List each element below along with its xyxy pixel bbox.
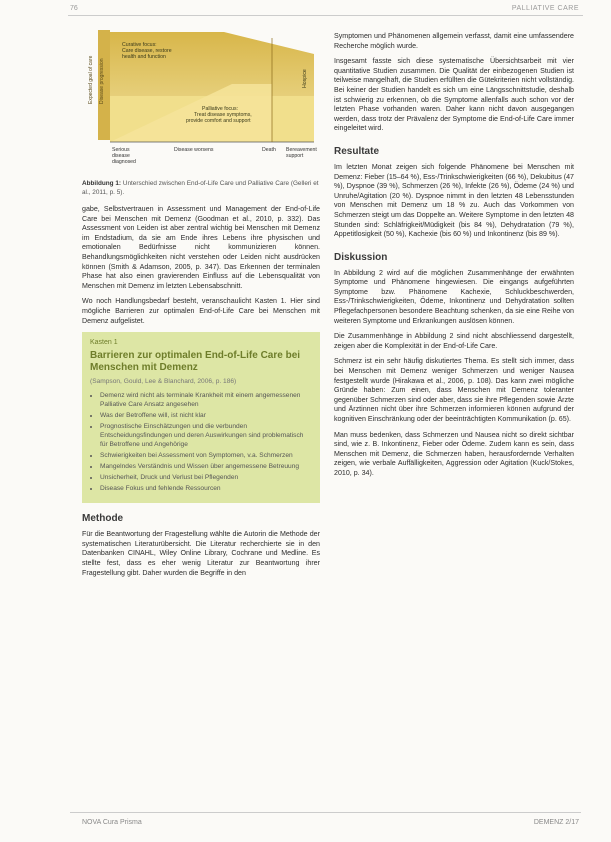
right-column (334, 32, 574, 485)
diskussion-paragraph-4: Man muss bedenken, dass Schmerzen und Nausea nicht so direkt sichtbar sind, wie z. B. Inkontinenz, Fieber oder Ödeme. Zudem kann es sein, dass Menschen mit Demenz, die Schmerzen haben, herausfordernde Verhalten zeigen, wie verbale Auffälligkeiten, Aggression oder Agitation (Kuck/Stokes, 2010, p. 34). (334, 430, 574, 477)
footer-right: DEMENZ 2/17 (533, 819, 579, 826)
footer-left: NOVA Cura Prisma (82, 819, 142, 826)
diskussion-paragraph-2: Die Zusammenhänge in Abbildung 2 sind nicht abschliessend dargestellt, zeigen aber die Komplexität in der End-of-Life Care. (334, 332, 574, 350)
x-label-bereavement-l2: support (286, 153, 304, 159)
care-diagram (82, 24, 320, 174)
figure-caption (82, 180, 320, 197)
resultate-text: Im letzten Monat zeigen sich folgende Phänomene bei Menschen mit Demenz: Fieber (15–64 %), Ess-/Trinkschwierigkeiten (66 %), Dekubitus (47 %), Dyspnoe (39 %), Schmerzen (26 %), Infekte (26 %), Ödeme (24 %) und Unruhe/Agitation (20 %). Dyspnoe nimmt in den letzten 48 Lebensstunden von Menschen mit Demenz um 18 % zu. Auch das Vorkommen von Schmerzen steigt um das Doppelte an. Weitere Symptome in den letzten 48 Stunden sind: Schläfrigkeit/Müdigkeit (bis 84 %), Dehydratation (79 %), Appetitlosigkeit (50 %), Kachexie (bis 60 %) und Inkontinenz (bis 89 %). (334, 162, 574, 239)
x-label-diagnosed-l2: disease (112, 153, 130, 159)
box-item: • Was der Betroffene will, ist nicht klar (100, 411, 312, 420)
curative-label-l1: Curative focus: (122, 42, 157, 48)
left-paragraph-2: Wo noch Handlungsbedarf besteht, veranschaulicht Kasten 1. Hier sind mögliche Barrieren zur optimalen End-of-Life Care bei Menschen mit Demenz aufgelistet. (82, 297, 320, 325)
diskussion-paragraph-1: In Abbildung 2 wird auf die möglichen Zusammenhänge der erwähnten Symptome und Phänomene hingewiesen. Die eingangs aufgeführten Symptome bzw. Phänomene Kachexie, Schluckbeschwerden, Ess-/Trinkschwierigkeiten, Ödeme, Inkontinenz und Dehydratation sollten Pflegefachpersonen besondere Beachtung schenken, da sie eine Reihe von weiteren Symptome und Erkrankungen auslösen können. (334, 268, 574, 325)
figure-1 (82, 24, 320, 174)
box-label: Kasten 1 (90, 339, 118, 347)
palliative-label-l2: Treat disease symptoms, (194, 112, 252, 118)
x-label-diagnosed-l3: diagnosed (112, 159, 136, 165)
box-list (90, 391, 312, 493)
y-axis-label-1: Disease progression (99, 58, 105, 104)
curative-label-l2: Care disease, restore (122, 48, 172, 54)
x-label-bereavement-l1: Bereavement (286, 147, 317, 153)
box-item: • Prognostische Einschätzungen und die verbunden Entscheidungsfindungen und deren Auswirkungen sind problematisch für Betroffene und Angehörige (100, 422, 312, 449)
left-column (82, 24, 320, 584)
methode-heading: Methode (82, 513, 124, 525)
hospice-label: Hospice (302, 69, 308, 88)
methode-text: Für die Beantwortung der Fragestellung wählte die Autorin die Methode der systematischen Literaturübersicht. Die Literatur recherchierte sie in den Datenbanken CINAHL, Wiley Online Library, Cochrane und Medline. Es stellte fest, dass es eher wenig Literatur zur Beantwortung ihrer Fragestellung gibt. Daher wurden die Begriffe in den (82, 530, 320, 577)
figure-caption-label: Abbildung 1: (82, 180, 122, 187)
info-box (82, 332, 320, 503)
palliative-label-l3: provide comfort and support (186, 118, 251, 124)
box-item: • Demenz wird nicht als terminale Krankheit mit einem angemessenen Palliative Care Ansatz angesehen (100, 391, 312, 409)
box-source: (Sampson, Gould, Lee & Blanchard, 2006, p. 186) (90, 378, 237, 386)
box-item: • Mangelndes Verständnis und Wissen über angemessene Betreuung (100, 462, 312, 471)
diskussion-heading: Diskussion (334, 251, 388, 263)
box-item: • Disease Fokus und fehlende Ressourcen (100, 484, 312, 493)
x-label-diagnosed-l1: Serious (112, 147, 130, 153)
header-rule (68, 15, 583, 16)
resultate-heading: Resultate (334, 145, 380, 157)
right-paragraph-2: Insgesamt fasste sich diese systematische Übersichtsarbeit mit vier quantitative Studien zusammen. Die Qualität der einbezogenen Studien ist teilweise mangelhaft, die Studien erfüllten die Gütekriterien nicht vollständig. Bei keiner der Studien handelt es sich um eine Längsschnittstudie, deshalb ist schwierig zu erkennen, ob die Symptome allenfalls auch schon vor der letzten Phase vorhanden waren. Daher kann nicht davon ausgegangen werden, dass trotz der Prävalenz der Symptome die End-of-Life Care immer eingeleitet wird. (334, 57, 574, 133)
right-paragraph-1: Symptomen und Phänomenen allgemein verfasst, damit eine umfassendere Recherche möglich wurde. (334, 32, 574, 50)
x-label-bereavement (286, 147, 318, 159)
box-title: Barrieren zur optimalen End-of-Life Care bei Menschen mit Demenz (90, 350, 301, 374)
y-axis-label-2: Expected goal of care (88, 55, 94, 104)
palliative-label-l1: Palliative focus: (202, 106, 239, 112)
figure-caption-text: Unterschied zwischen End-of-Life Care und Palliative Care (Gelleri et al., 2011, p. 5). (82, 180, 319, 196)
box-item: • Schwierigkeiten bei Assessment von Symptomen, v.a. Schmerzen (100, 451, 312, 460)
section-title: PALLIATIVE CARE (511, 5, 579, 12)
left-paragraph-1: gabe, Selbstvertrauen in Assessment und Management der End-of-Life Care bei Menschen mit Demenz (Goodman et al., 2010, p. 332). Das Assessment von Leiden ist aber zentral wichtig bei Menschen mit Demenz im Endstadium, da sie am Ende ihres Lebens ihre physischen und emotionalen Bedürfnisse nicht kommunizieren können. Behandlungsmöglichkeiten nicht verstehen oder Leiden nicht ausdrücken können (Smith & Adamson, 2005, p. 347). Das Erkennen der terminalen Phase hat also einen gravierenden Einfluss auf die Lebensqualität von Menschen mit Demenz im letzten Lebensabschnitt. (82, 205, 320, 290)
diskussion-paragraph-3: Schmerz ist ein sehr häufig diskutiertes Thema. Es stellt sich immer, dass bei Menschen mit Demenz weniger Schmerzen und weniger Nausea festgestellt wurde (Hirakawa et al., 2006, p. 108). Das kann zwei mögliche Gründe haben: Zum einen, dass Menschen mit Demenz toleranter gegenüber Schmerzen sind oder aber, dass sie ihre Pflegenden sowie Ärzte und Ärztinnen nicht über ihre Schmerzen informieren können aufgrund der kognitiven Einschränkung oder der beeinträchtigten Kommunikation (p. 65). (334, 357, 574, 423)
page-number: 76 (70, 5, 78, 12)
page-header (0, 0, 611, 18)
curative-label-l3: health and function (122, 54, 166, 60)
x-label-worsens: Disease worsens (174, 147, 214, 153)
x-label-diagnosed (112, 147, 136, 165)
page-footer (70, 812, 581, 826)
x-label-death: Death (262, 147, 276, 153)
box-item: • Unsicherheit, Druck und Verlust bei Pflegenden (100, 473, 312, 482)
